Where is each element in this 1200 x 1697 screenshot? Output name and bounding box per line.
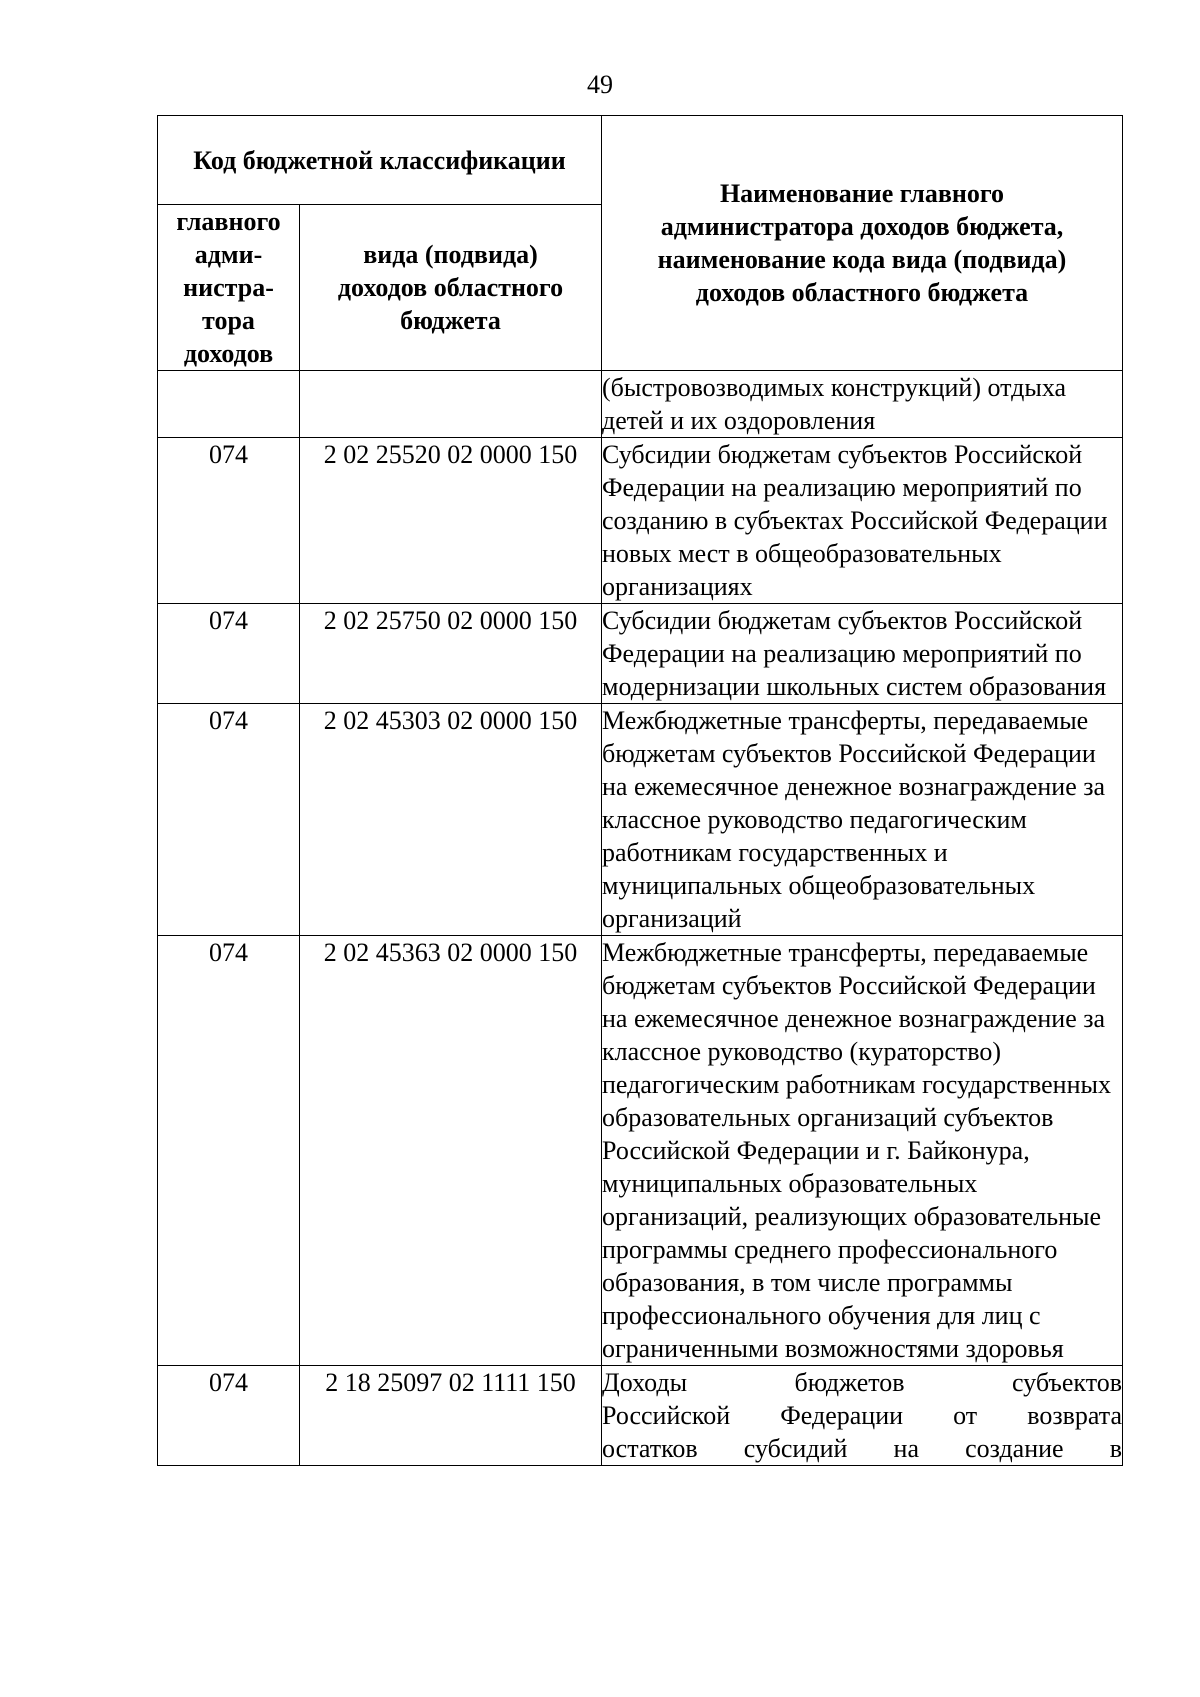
admin-code-cell — [158, 371, 300, 438]
table-row — [158, 438, 1123, 604]
header-code-line: бюджета — [400, 306, 501, 335]
table-row — [158, 604, 1123, 704]
admin-code-cell: 074 — [158, 704, 300, 936]
header-admin-line: доходов — [183, 339, 274, 368]
table-row — [158, 1366, 1123, 1466]
admin-code-cell: 074 — [158, 604, 300, 704]
header-name-line: доходов областного бюджета — [695, 278, 1029, 307]
header-name — [602, 116, 1123, 371]
header-name-line: администратора доходов бюджета, — [660, 212, 1064, 241]
table-row — [158, 704, 1123, 936]
header-admin-line: тора — [202, 306, 255, 335]
income-code-cell: 2 02 45303 02 0000 150 — [300, 704, 602, 936]
income-name-cell: (быстровозводимых конструкций) отдыха детей и их оздоровления — [602, 371, 1123, 438]
header-code-group: Код бюджетной классификации — [158, 116, 602, 205]
table-row — [158, 936, 1123, 1366]
income-name-line: Российской Федерации от возврата — [602, 1401, 1122, 1430]
header-admin-line: главного — [176, 207, 281, 236]
header-name-line: наименование кода вида (подвида) — [657, 245, 1067, 274]
budget-classification-table — [157, 115, 1123, 1466]
header-code-line: вида (подвида) — [363, 240, 538, 269]
income-name-line: остатков субсидий на создание в — [602, 1434, 1122, 1463]
header-admin-line: нистра- — [183, 273, 274, 302]
header-admin — [158, 205, 300, 371]
page-number: 49 — [587, 70, 613, 99]
income-name-cell: Субсидии бюджетам субъектов Российской Федерации на реализацию мероприятий по созданию в субъектах Российской Федерации новых мест в общеобразовательных организациях — [602, 438, 1123, 604]
income-code-cell: 2 02 25520 02 0000 150 — [300, 438, 602, 604]
header-code-line: доходов областного — [337, 273, 564, 302]
admin-code-cell: 074 — [158, 936, 300, 1366]
income-name-line: Доходы бюджетов субъектов — [602, 1368, 1122, 1397]
admin-code-cell: 074 — [158, 1366, 300, 1466]
admin-code-cell: 074 — [158, 438, 300, 604]
income-name-cell: Межбюджетные трансферты, передаваемые бюджетам субъектов Российской Федерации на ежемесячное денежное вознаграждение за классное руководство (кураторство) педагогическим работникам государственных образовательных организаций субъектов Российской Федерации и г. Байконура, муниципальных образовательных организаций, реализующих образовательные программы среднего профессионального образования, в том числе программы профессионального обучения для лиц с ограниченными возможностями здоровья — [602, 936, 1123, 1366]
income-code-cell — [300, 371, 602, 438]
income-code-cell: 2 18 25097 02 1111 150 — [300, 1366, 602, 1466]
table-row — [158, 371, 1123, 438]
header-name-line: Наименование главного — [719, 179, 1005, 208]
header-admin-line: адми- — [194, 240, 263, 269]
income-name-cell: Субсидии бюджетам субъектов Российской Федерации на реализацию мероприятий по модернизации школьных систем образования — [602, 604, 1123, 704]
income-code-cell: 2 02 25750 02 0000 150 — [300, 604, 602, 704]
income-name-cell: Межбюджетные трансферты, передаваемые бюджетам субъектов Российской Федерации на ежемесячное денежное вознаграждение за классное руководство педагогическим работникам государственных и муниципальных общеобразовательных организаций — [602, 704, 1123, 936]
header-code — [300, 205, 602, 371]
income-name-cell — [602, 1366, 1123, 1466]
income-code-cell: 2 02 45363 02 0000 150 — [300, 936, 602, 1366]
